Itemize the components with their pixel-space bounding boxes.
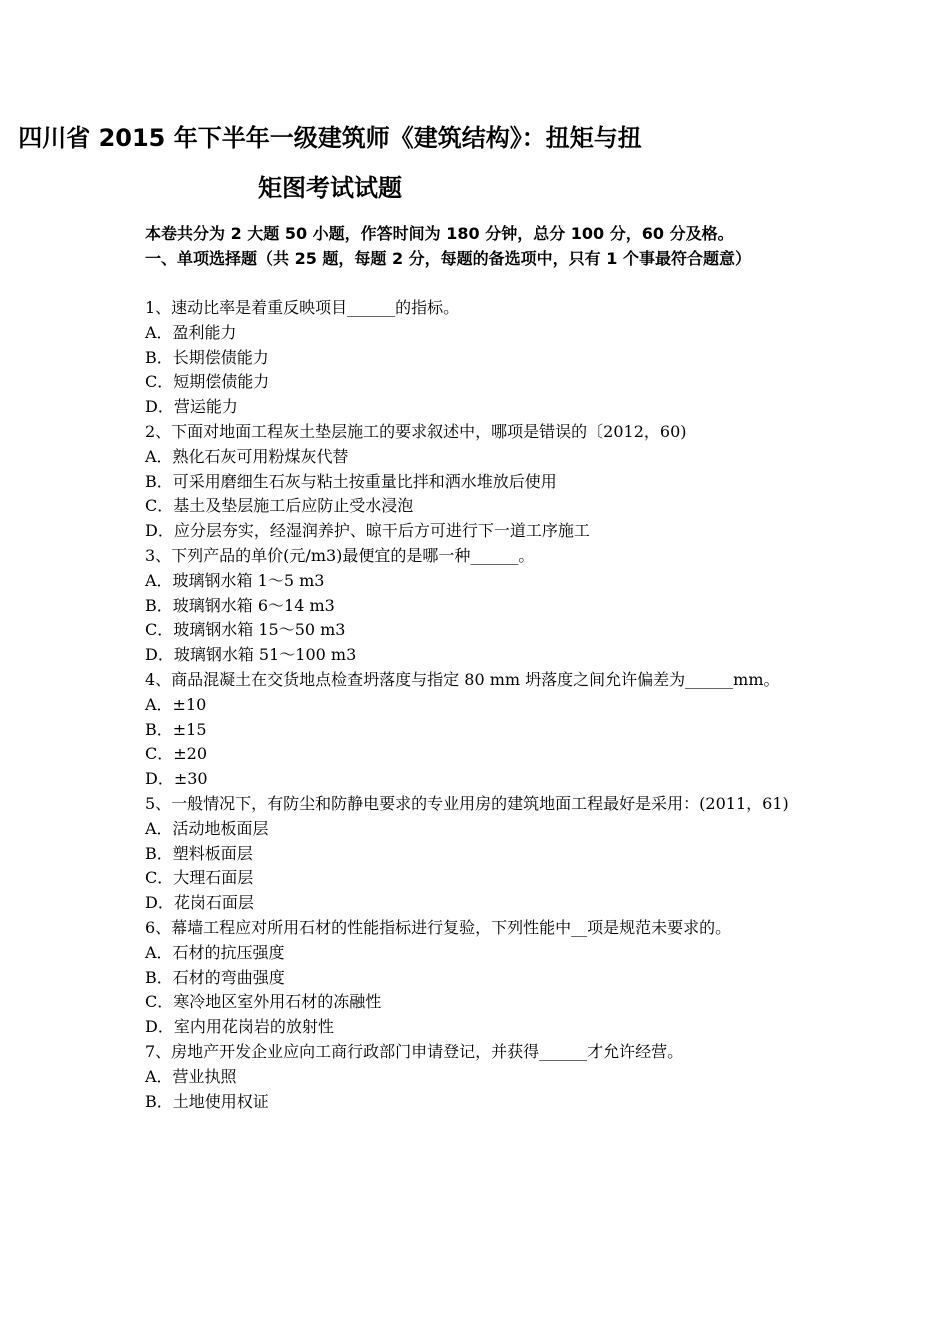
option-a: A．营业执照 bbox=[145, 1066, 237, 1086]
question-text: 2、下面对地面工程灰土垫层施工的要求叙述中，哪项是错误的〔2012，60) bbox=[145, 421, 687, 441]
question-text: 5、一般情况下，有防尘和防静电要求的专业用房的建筑地面工程最好是采用：(2011，61) bbox=[145, 793, 789, 813]
option-b: B．±15 bbox=[145, 719, 207, 739]
document-title-line-2: 矩图考试试题 bbox=[258, 174, 402, 202]
option-d: D．玻璃钢水箱 51～100 m3 bbox=[145, 645, 357, 665]
option-b: B．土地使用权证 bbox=[145, 1091, 269, 1111]
option-a: A．±10 bbox=[145, 694, 207, 714]
question-text: 4、商品混凝土在交货地点检查坍落度与指定 80 mm 坍落度之间允许偏差为______mm。 bbox=[145, 669, 780, 689]
option-c: C．大理石面层 bbox=[145, 868, 254, 888]
question-7 bbox=[145, 1040, 810, 1114]
option-d: D．营运能力 bbox=[145, 397, 238, 417]
section-heading: 一、单项选择题（共 25 题，每题 2 分，每题的备选项中，只有 1 个事最符合题意） bbox=[145, 248, 751, 268]
question-5 bbox=[145, 792, 810, 916]
question-6 bbox=[145, 916, 810, 1040]
question-text: 7、房地产开发企业应向工商行政部门申请登记，并获得______才允许经营。 bbox=[145, 1041, 684, 1061]
option-d: D．花岗石面层 bbox=[145, 893, 254, 913]
document-title-line-1: 四川省 2015 年下半年一级建筑师《建筑结构》：扭矩与扭 bbox=[18, 124, 642, 152]
option-c: C．短期偿债能力 bbox=[145, 372, 270, 392]
option-c: C．±20 bbox=[145, 744, 208, 764]
option-d: D．室内用花岗岩的放射性 bbox=[145, 1017, 334, 1037]
option-b: B．长期偿债能力 bbox=[145, 347, 269, 367]
question-2 bbox=[145, 420, 810, 544]
question-list bbox=[145, 296, 810, 1114]
option-b: B．石材的弯曲强度 bbox=[145, 967, 285, 987]
question-3 bbox=[145, 544, 810, 668]
question-text: 3、下列产品的单价(元/m3)最便宜的是哪一种______。 bbox=[145, 545, 535, 565]
option-b: B．塑料板面层 bbox=[145, 843, 253, 863]
option-c: C．基土及垫层施工后应防止受水浸泡 bbox=[145, 496, 414, 516]
option-a: A．玻璃钢水箱 1～5 m3 bbox=[145, 570, 325, 590]
option-c: C．玻璃钢水箱 15～50 m3 bbox=[145, 620, 346, 640]
option-b: B．玻璃钢水箱 6～14 m3 bbox=[145, 595, 335, 615]
question-4 bbox=[145, 668, 810, 792]
option-d: D．应分层夯实，经湿润养护、晾干后方可进行下一道工序施工 bbox=[145, 521, 590, 541]
exam-intro bbox=[145, 222, 810, 272]
question-text: 1、速动比率是着重反映项目______的指标。 bbox=[145, 298, 460, 317]
option-c: C．寒冷地区室外用石材的冻融性 bbox=[145, 992, 382, 1012]
option-d: D．±30 bbox=[145, 769, 208, 789]
option-a: A．石材的抗压强度 bbox=[145, 942, 285, 962]
question-text: 6、幕墙工程应对所用石材的性能指标进行复验，下列性能中__项是规范未要求的。 bbox=[145, 917, 732, 937]
option-a: A．活动地板面层 bbox=[145, 818, 269, 838]
option-a: A．熟化石灰可用粉煤灰代替 bbox=[145, 446, 349, 466]
option-a: A．盈利能力 bbox=[145, 322, 237, 342]
option-b: B．可采用磨细生石灰与粘土按重量比拌和洒水堆放后使用 bbox=[145, 471, 557, 491]
question-1 bbox=[145, 296, 810, 420]
exam-instructions: 本卷共分为 2 大题 50 小题，作答时间为 180 分钟，总分 100 分，60 分及格。 bbox=[145, 224, 734, 243]
